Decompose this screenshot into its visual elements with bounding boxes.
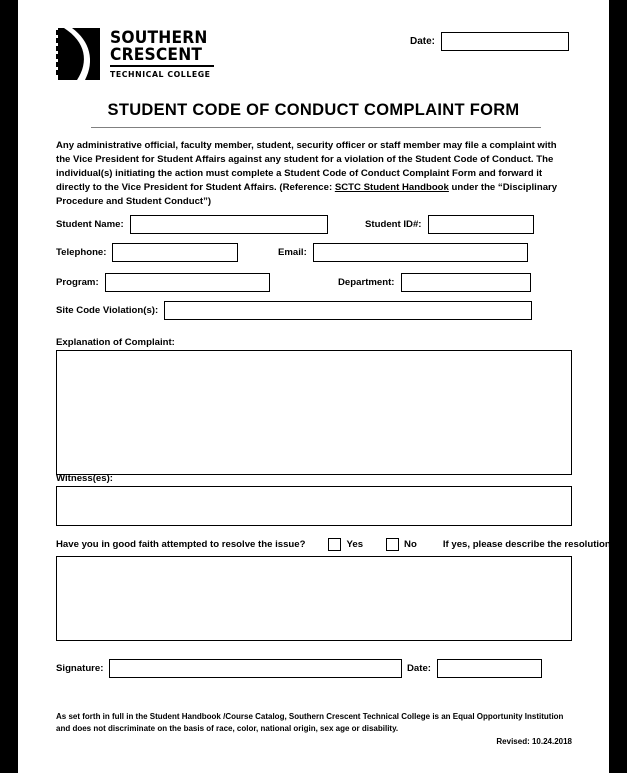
explanation-textarea[interactable] [56,350,572,475]
good-faith-yes-checkbox[interactable] [328,538,341,551]
document-page [18,0,614,773]
good-faith-question-row [56,536,614,552]
title-divider [91,127,541,128]
site-code-violations-field [56,301,532,320]
page-title: STUDENT CODE OF CONDUCT COMPLAINT FORM [107,101,520,119]
telephone-input[interactable] [112,243,238,262]
student-name-label: Student Name: [56,219,124,230]
crescent-swoosh-logo-mark [56,28,102,80]
program-label: Program: [56,277,99,288]
page-content [18,0,614,773]
witnesses-textarea[interactable] [56,486,572,526]
student-id-label: Student ID#: [365,219,422,230]
signature-field [56,659,402,678]
header-date-input[interactable] [441,32,569,51]
signature-date-field [407,659,542,678]
logo-divider [110,65,214,67]
good-faith-no-label: No [404,538,417,550]
intro-text-part1: Any administrative official, faculty member, student, security officer or staff member may file a complaint with the Vice President for Student Affairs against any student for a violation of the Student Code of Conduct. The individual(s) initiating the action must complete a Student Code of Conduct Complaint Form and forward it directly to the Vice President for Student Affairs. (Reference: [56,140,557,194]
email-input[interactable] [313,243,528,262]
student-handbook-link[interactable]: SCTC Student Handbook [334,182,449,194]
student-id-field [365,215,534,234]
logo-line-southern: SOUTHERN [110,28,208,47]
institution-logo [56,28,216,88]
signature-input[interactable] [109,659,402,678]
intro-text-part2: under the “Disciplinary Procedure and Student Conduct”) [56,182,558,208]
resolution-prompt-label: If yes, please describe the resolution: [442,538,614,550]
student-name-input[interactable] [130,215,328,234]
revision-date: Revised: 10.24.2018 [496,737,572,746]
email-label: Email: [278,247,307,258]
signature-date-input[interactable] [437,659,542,678]
student-name-field [56,215,328,234]
signature-label: Signature: [56,663,104,674]
telephone-label: Telephone: [56,247,107,258]
logo-line-crescent: CRESCENT [110,45,203,64]
good-faith-yes-label: Yes [346,538,364,550]
header-date-label: Date: [410,36,436,47]
equal-opportunity-statement: As set forth in full in the Student Handbook /Course Catalog, Southern Crescent Technical College is an Equal Opportunity Institution and does not discriminate on the basis of race, color, national origin, sex age or disability. [56,712,564,733]
header-date-field [410,32,569,51]
intro-paragraph [56,139,572,209]
witnesses-label: Witness(es): [56,473,113,484]
email-field [278,243,528,262]
department-input[interactable] [401,273,531,292]
program-input[interactable] [105,273,270,292]
resolution-textarea[interactable] [56,556,572,641]
good-faith-no-checkbox[interactable] [386,538,399,551]
student-id-input[interactable] [428,215,534,234]
department-label: Department: [338,277,395,288]
logo-wordmark [110,29,220,79]
department-field [338,273,531,292]
site-code-violations-input[interactable] [164,301,532,320]
telephone-field [56,243,238,262]
program-field [56,273,270,292]
logo-line-technical-college: TECHNICAL COLLEGE [110,69,211,79]
site-code-violations-label: Site Code Violation(s): [56,305,159,316]
signature-date-label: Date: [407,663,431,674]
good-faith-question-label: Have you in good faith attempted to resolve the issue? [56,538,306,550]
explanation-label: Explanation of Complaint: [56,337,175,348]
